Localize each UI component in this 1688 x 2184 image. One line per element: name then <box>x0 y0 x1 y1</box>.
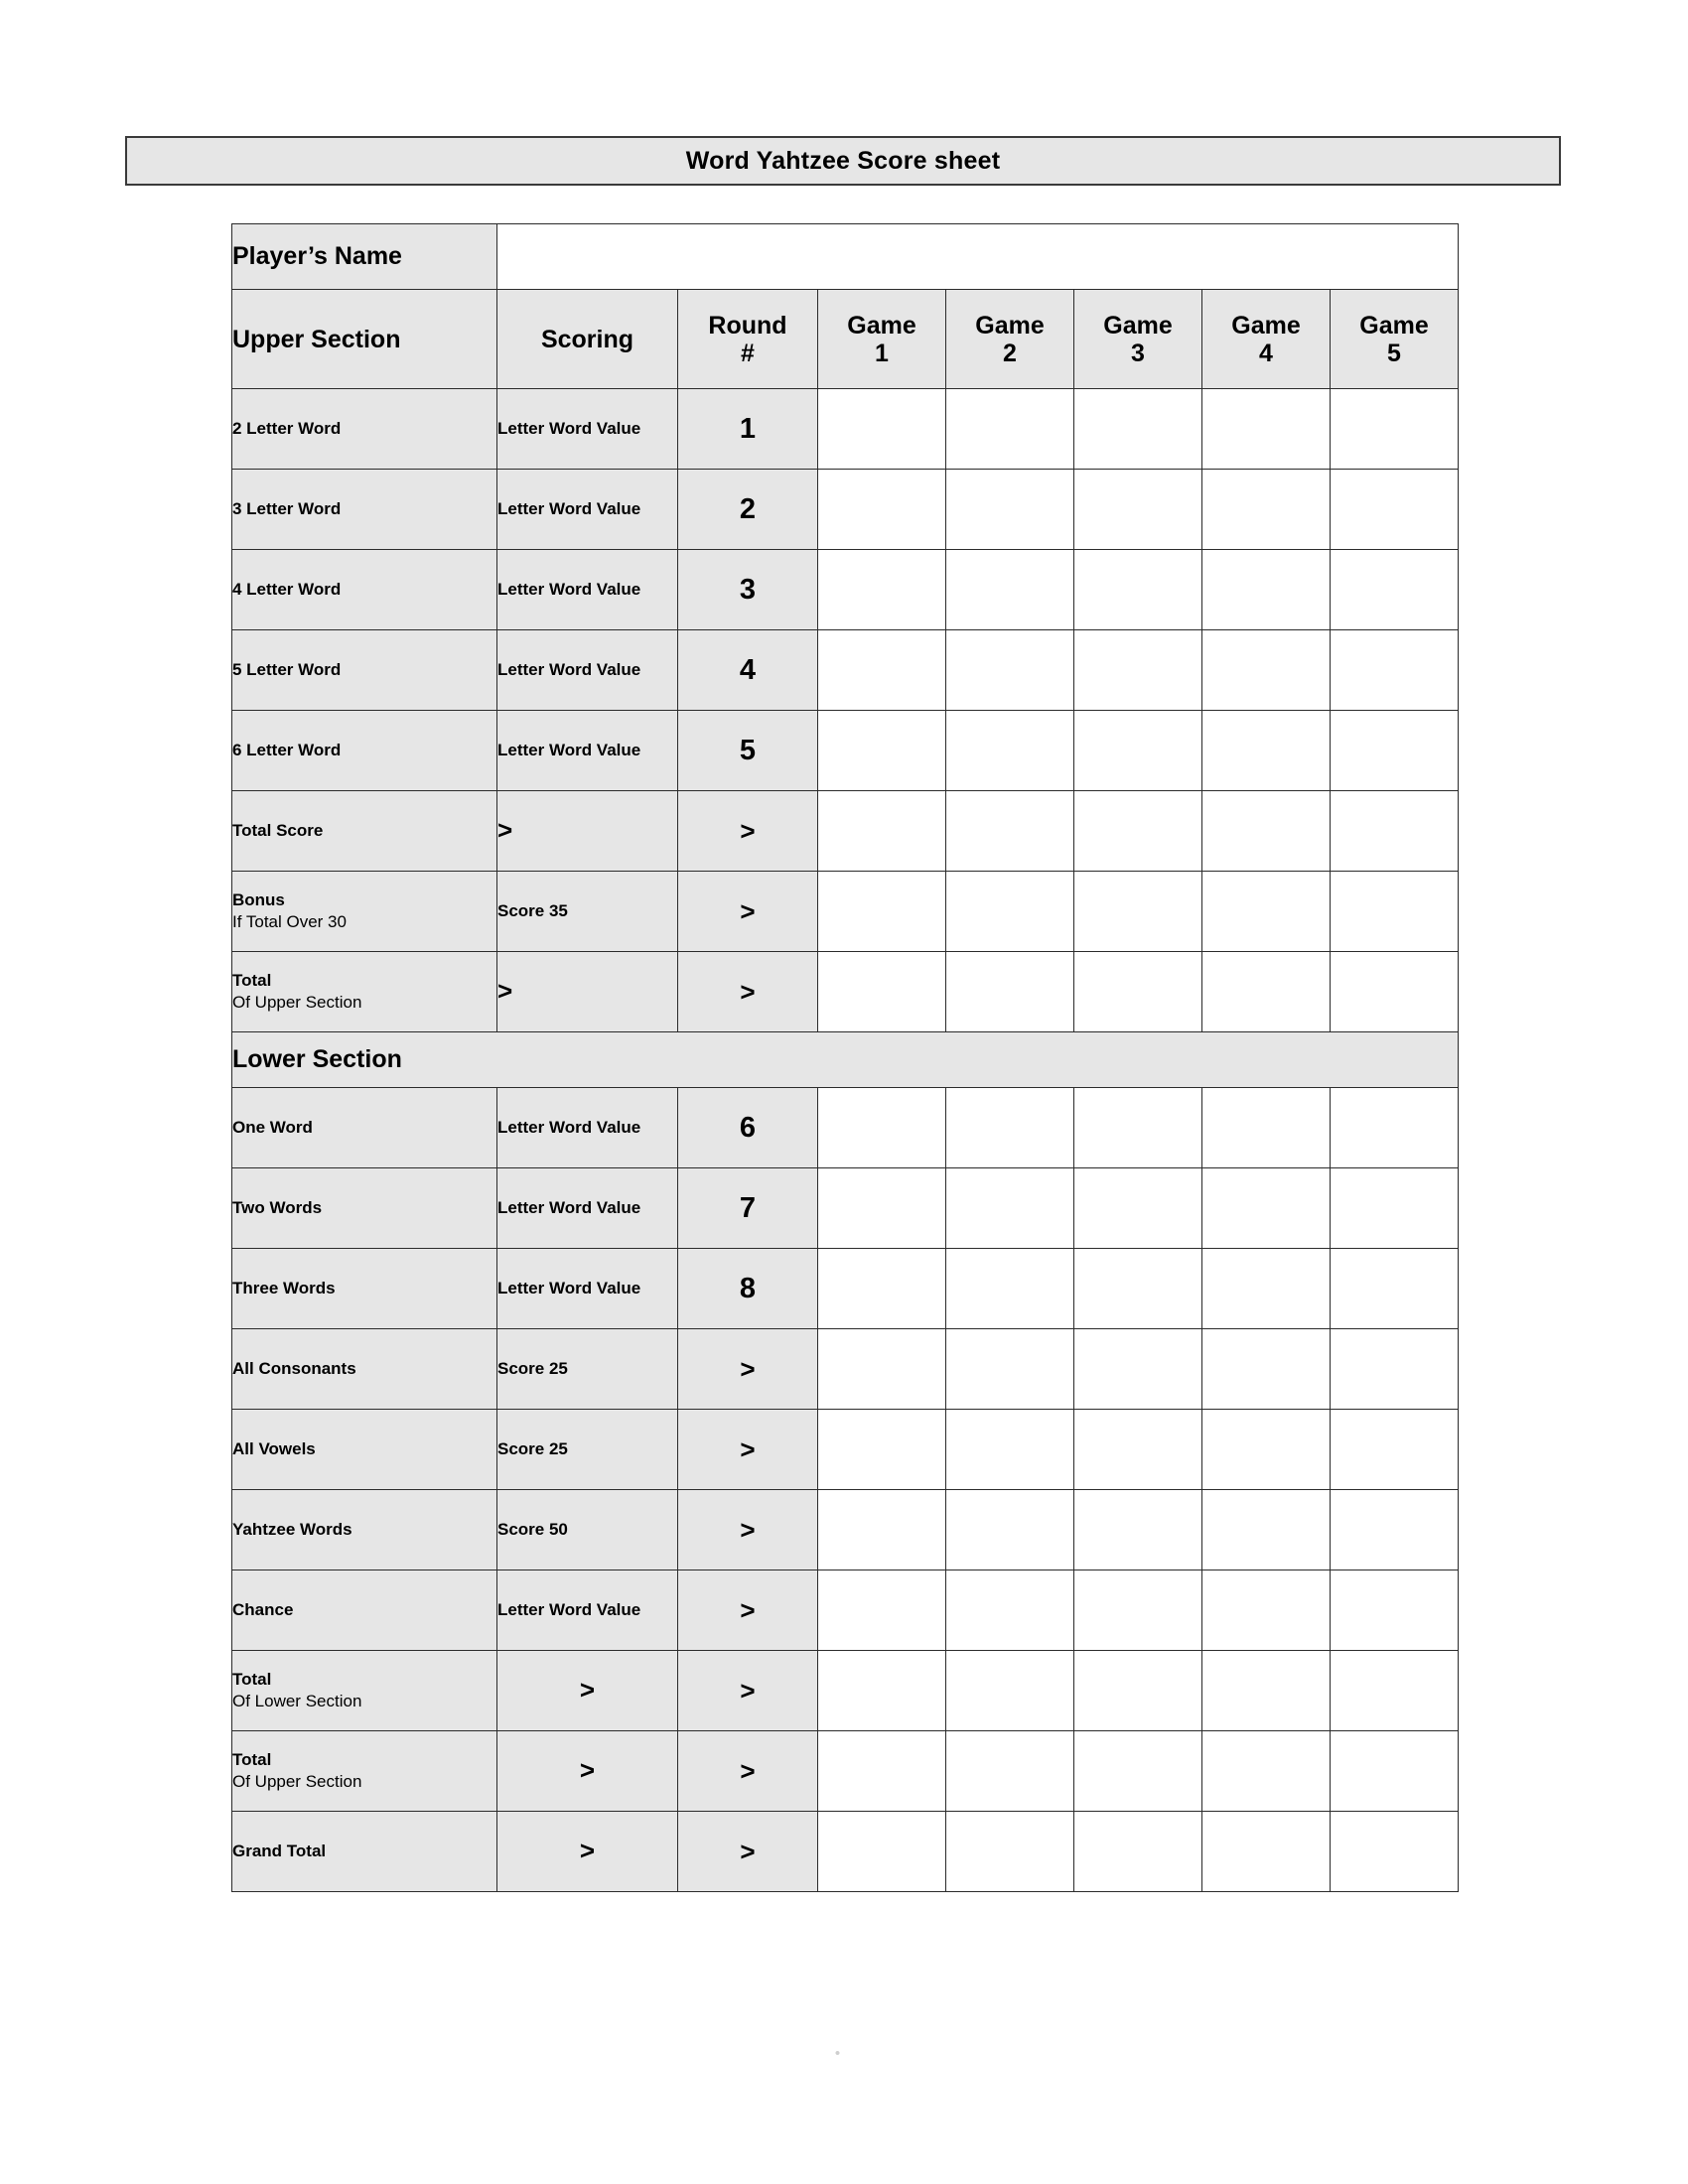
score-entry-game-2[interactable] <box>946 1812 1074 1892</box>
score-entry-game-1[interactable] <box>818 630 946 711</box>
score-entry-game-2[interactable] <box>946 630 1074 711</box>
row-round-9: > <box>678 1812 818 1892</box>
score-entry-game-4[interactable] <box>1202 952 1331 1032</box>
row-round-7: > <box>678 1651 818 1731</box>
row-category-label: Grand Total <box>232 1841 327 1860</box>
header-game-5-line1: Game <box>1359 311 1429 340</box>
score-entry-game-4[interactable] <box>1202 550 1331 630</box>
header-game-2-line1: Game <box>975 311 1045 340</box>
score-entry-game-1[interactable] <box>818 1651 946 1731</box>
row-round-5: > <box>678 1490 818 1570</box>
score-entry-game-1[interactable] <box>818 1168 946 1249</box>
lower-section-divider-row <box>232 1032 1459 1088</box>
score-entry-game-3[interactable] <box>1074 952 1202 1032</box>
header-game-1 <box>818 290 946 389</box>
row-round-1: 7 <box>678 1168 818 1249</box>
footer-artifact <box>814 2045 1033 2071</box>
score-entry-game-3[interactable] <box>1074 1490 1202 1570</box>
score-entry-game-2[interactable] <box>946 1490 1074 1570</box>
score-entry-game-3[interactable] <box>1074 630 1202 711</box>
score-entry-game-1[interactable] <box>818 1410 946 1490</box>
row-category-label: Total <box>232 970 272 990</box>
header-game-5 <box>1331 290 1459 389</box>
score-entry-game-2[interactable] <box>946 1088 1074 1168</box>
row-round-0: 1 <box>678 389 818 470</box>
score-row <box>232 872 1459 952</box>
score-entry-game-5[interactable] <box>1331 1329 1459 1410</box>
score-entry-game-3[interactable] <box>1074 1410 1202 1490</box>
header-round <box>678 290 818 389</box>
score-entry-game-1[interactable] <box>818 872 946 952</box>
score-entry-game-2[interactable] <box>946 1570 1074 1651</box>
row-scoring-9: > <box>497 1812 678 1892</box>
row-round-3: 4 <box>678 630 818 711</box>
row-scoring-5: Score 50 <box>497 1490 678 1570</box>
row-category-label: Three Words <box>232 1278 336 1297</box>
score-entry-game-4[interactable] <box>1202 1249 1331 1329</box>
score-entry-game-2[interactable] <box>946 550 1074 630</box>
score-entry-game-4[interactable] <box>1202 711 1331 791</box>
row-category-sublabel: Of Lower Section <box>232 1692 362 1710</box>
score-entry-game-1[interactable] <box>818 1731 946 1812</box>
footer-smudge: • <box>814 2045 841 2062</box>
score-entry-game-5[interactable] <box>1331 550 1459 630</box>
score-row <box>232 1731 1459 1812</box>
player-name-input[interactable] <box>497 224 1459 290</box>
table-header-row <box>232 290 1459 389</box>
score-entry-game-1[interactable] <box>818 711 946 791</box>
row-category-4 <box>232 1410 497 1490</box>
score-entry-game-3[interactable] <box>1074 470 1202 550</box>
score-entry-game-4[interactable] <box>1202 1088 1331 1168</box>
score-entry-game-1[interactable] <box>818 1570 946 1651</box>
score-entry-game-3[interactable] <box>1074 711 1202 791</box>
row-category-4 <box>232 711 497 791</box>
score-entry-game-2[interactable] <box>946 711 1074 791</box>
header-game-1-line2: 1 <box>875 339 889 367</box>
row-scoring-3: Score 25 <box>497 1329 678 1410</box>
row-scoring-2: Letter Word Value <box>497 550 678 630</box>
score-entry-game-5[interactable] <box>1331 791 1459 872</box>
row-round-2: 3 <box>678 550 818 630</box>
score-row <box>232 470 1459 550</box>
header-game-4-line2: 4 <box>1259 339 1273 367</box>
score-entry-game-4[interactable] <box>1202 1731 1331 1812</box>
row-category-6 <box>232 872 497 952</box>
row-category-0 <box>232 389 497 470</box>
row-round-1: 2 <box>678 470 818 550</box>
row-scoring-4: Letter Word Value <box>497 711 678 791</box>
row-scoring-0: Letter Word Value <box>497 1088 678 1168</box>
header-game-3 <box>1074 290 1202 389</box>
score-entry-game-5[interactable] <box>1331 952 1459 1032</box>
header-game-2-line2: 2 <box>1003 339 1017 367</box>
player-name-row <box>232 224 1459 290</box>
score-entry-game-2[interactable] <box>946 791 1074 872</box>
row-round-6: > <box>678 872 818 952</box>
row-round-7: > <box>678 952 818 1032</box>
header-game-4-line1: Game <box>1231 311 1301 340</box>
score-entry-game-4[interactable] <box>1202 1168 1331 1249</box>
score-entry-game-2[interactable] <box>946 1731 1074 1812</box>
score-row <box>232 630 1459 711</box>
score-row <box>232 1410 1459 1490</box>
row-scoring-6: Score 35 <box>497 872 678 952</box>
row-category-7 <box>232 1651 497 1731</box>
score-sheet-table <box>231 223 1459 1892</box>
score-entry-game-5[interactable] <box>1331 872 1459 952</box>
row-category-label: All Consonants <box>232 1358 356 1378</box>
score-row <box>232 1329 1459 1410</box>
row-category-3 <box>232 1329 497 1410</box>
row-category-sublabel: If Total Over 30 <box>232 912 347 931</box>
score-entry-game-5[interactable] <box>1331 1410 1459 1490</box>
row-category-label: 2 Letter Word <box>232 418 342 438</box>
row-round-0: 6 <box>678 1088 818 1168</box>
row-category-2 <box>232 550 497 630</box>
score-entry-game-3[interactable] <box>1074 1570 1202 1651</box>
header-game-5-line2: 5 <box>1387 339 1401 367</box>
row-scoring-0: Letter Word Value <box>497 389 678 470</box>
header-game-4 <box>1202 290 1331 389</box>
score-entry-game-5[interactable] <box>1331 1651 1459 1731</box>
score-entry-game-5[interactable] <box>1331 1812 1459 1892</box>
player-name-label: Player’s Name <box>232 224 497 290</box>
score-entry-game-5[interactable] <box>1331 1731 1459 1812</box>
row-category-2 <box>232 1249 497 1329</box>
score-entry-game-5[interactable] <box>1331 1088 1459 1168</box>
score-entry-game-2[interactable] <box>946 1410 1074 1490</box>
score-entry-game-1[interactable] <box>818 1329 946 1410</box>
row-category-label: Yahtzee Words <box>232 1519 352 1539</box>
header-game-3-line2: 3 <box>1131 339 1145 367</box>
row-category-label: Two Words <box>232 1197 323 1217</box>
row-round-3: > <box>678 1329 818 1410</box>
row-category-1 <box>232 470 497 550</box>
score-entry-game-1[interactable] <box>818 550 946 630</box>
score-entry-game-3[interactable] <box>1074 1249 1202 1329</box>
row-category-3 <box>232 630 497 711</box>
score-entry-game-1[interactable] <box>818 791 946 872</box>
score-entry-game-4[interactable] <box>1202 1490 1331 1570</box>
row-scoring-5: > <box>497 791 678 872</box>
score-entry-game-5[interactable] <box>1331 1249 1459 1329</box>
row-round-5: > <box>678 791 818 872</box>
score-entry-game-2[interactable] <box>946 1651 1074 1731</box>
score-entry-game-1[interactable] <box>818 1249 946 1329</box>
score-entry-game-5[interactable] <box>1331 1570 1459 1651</box>
score-row <box>232 1570 1459 1651</box>
score-entry-game-1[interactable] <box>818 470 946 550</box>
row-category-label: Chance <box>232 1599 294 1619</box>
row-category-7 <box>232 952 497 1032</box>
row-scoring-1: Letter Word Value <box>497 1168 678 1249</box>
score-entry-game-4[interactable] <box>1202 1570 1331 1651</box>
row-round-4: 5 <box>678 711 818 791</box>
score-entry-game-3[interactable] <box>1074 1651 1202 1731</box>
score-entry-game-4[interactable] <box>1202 791 1331 872</box>
score-entry-game-4[interactable] <box>1202 1410 1331 1490</box>
score-entry-game-2[interactable] <box>946 389 1074 470</box>
row-category-9 <box>232 1812 497 1892</box>
score-entry-game-4[interactable] <box>1202 630 1331 711</box>
row-category-label: 6 Letter Word <box>232 740 342 759</box>
score-entry-game-2[interactable] <box>946 1329 1074 1410</box>
row-scoring-8: > <box>497 1731 678 1812</box>
score-entry-game-5[interactable] <box>1331 1490 1459 1570</box>
score-entry-game-5[interactable] <box>1331 1168 1459 1249</box>
score-entry-game-2[interactable] <box>946 1249 1074 1329</box>
score-entry-game-3[interactable] <box>1074 872 1202 952</box>
row-category-label: Bonus <box>232 889 285 909</box>
score-entry-game-1[interactable] <box>818 1812 946 1892</box>
score-entry-game-3[interactable] <box>1074 550 1202 630</box>
score-entry-game-3[interactable] <box>1074 791 1202 872</box>
score-entry-game-2[interactable] <box>946 872 1074 952</box>
row-category-label: Total <box>232 1749 272 1769</box>
score-entry-game-1[interactable] <box>818 1490 946 1570</box>
row-category-label: Total <box>232 1669 272 1689</box>
score-row <box>232 389 1459 470</box>
row-scoring-1: Letter Word Value <box>497 470 678 550</box>
score-entry-game-2[interactable] <box>946 952 1074 1032</box>
document-title-banner <box>125 136 1561 186</box>
row-scoring-6: Letter Word Value <box>497 1570 678 1651</box>
score-row <box>232 952 1459 1032</box>
score-entry-game-1[interactable] <box>818 952 946 1032</box>
score-entry-game-3[interactable] <box>1074 1812 1202 1892</box>
row-scoring-2: Letter Word Value <box>497 1249 678 1329</box>
score-row <box>232 1490 1459 1570</box>
row-category-6 <box>232 1570 497 1651</box>
score-entry-game-2[interactable] <box>946 1168 1074 1249</box>
score-row <box>232 1088 1459 1168</box>
score-entry-game-5[interactable] <box>1331 711 1459 791</box>
row-scoring-4: Score 25 <box>497 1410 678 1490</box>
row-category-label: All Vowels <box>232 1438 316 1458</box>
score-entry-game-5[interactable] <box>1331 389 1459 470</box>
row-round-2: 8 <box>678 1249 818 1329</box>
row-category-1 <box>232 1168 497 1249</box>
row-category-5 <box>232 791 497 872</box>
row-category-sublabel: Of Upper Section <box>232 1772 362 1791</box>
score-entry-game-3[interactable] <box>1074 1168 1202 1249</box>
row-category-5 <box>232 1490 497 1570</box>
header-round-line1: Round <box>708 311 787 340</box>
score-entry-game-3[interactable] <box>1074 1731 1202 1812</box>
score-entry-game-5[interactable] <box>1331 630 1459 711</box>
score-entry-game-1[interactable] <box>818 389 946 470</box>
header-game-3-line1: Game <box>1103 311 1173 340</box>
row-scoring-7: > <box>497 1651 678 1731</box>
page-title: Word Yahtzee Score sheet <box>685 146 1001 175</box>
score-entry-game-2[interactable] <box>946 470 1074 550</box>
score-row <box>232 1249 1459 1329</box>
score-row <box>232 1812 1459 1892</box>
score-row <box>232 550 1459 630</box>
score-entry-game-4[interactable] <box>1202 470 1331 550</box>
score-entry-game-4[interactable] <box>1202 1651 1331 1731</box>
score-entry-game-5[interactable] <box>1331 470 1459 550</box>
score-row <box>232 1651 1459 1731</box>
header-game-2 <box>946 290 1074 389</box>
lower-section-label: Lower Section <box>232 1032 1459 1088</box>
row-category-sublabel: Of Upper Section <box>232 993 362 1012</box>
row-round-6: > <box>678 1570 818 1651</box>
header-game-1-line1: Game <box>847 311 916 340</box>
score-row <box>232 1168 1459 1249</box>
score-entry-game-3[interactable] <box>1074 389 1202 470</box>
score-row <box>232 711 1459 791</box>
score-row <box>232 791 1459 872</box>
row-category-0 <box>232 1088 497 1168</box>
score-entry-game-1[interactable] <box>818 1088 946 1168</box>
row-category-label: Total Score <box>232 820 324 840</box>
score-entry-game-3[interactable] <box>1074 1329 1202 1410</box>
header-round-line2: # <box>741 339 755 367</box>
score-entry-game-4[interactable] <box>1202 872 1331 952</box>
header-scoring: Scoring <box>497 290 678 389</box>
row-category-label: 3 Letter Word <box>232 498 342 518</box>
row-round-8: > <box>678 1731 818 1812</box>
row-round-4: > <box>678 1410 818 1490</box>
row-category-label: 4 Letter Word <box>232 579 342 599</box>
row-category-label: One Word <box>232 1117 313 1137</box>
score-entry-game-4[interactable] <box>1202 1812 1331 1892</box>
row-category-8 <box>232 1731 497 1812</box>
row-scoring-7: > <box>497 952 678 1032</box>
row-category-label: 5 Letter Word <box>232 659 342 679</box>
score-entry-game-4[interactable] <box>1202 1329 1331 1410</box>
header-upper-section: Upper Section <box>232 290 497 389</box>
score-entry-game-4[interactable] <box>1202 389 1331 470</box>
score-entry-game-3[interactable] <box>1074 1088 1202 1168</box>
row-scoring-3: Letter Word Value <box>497 630 678 711</box>
